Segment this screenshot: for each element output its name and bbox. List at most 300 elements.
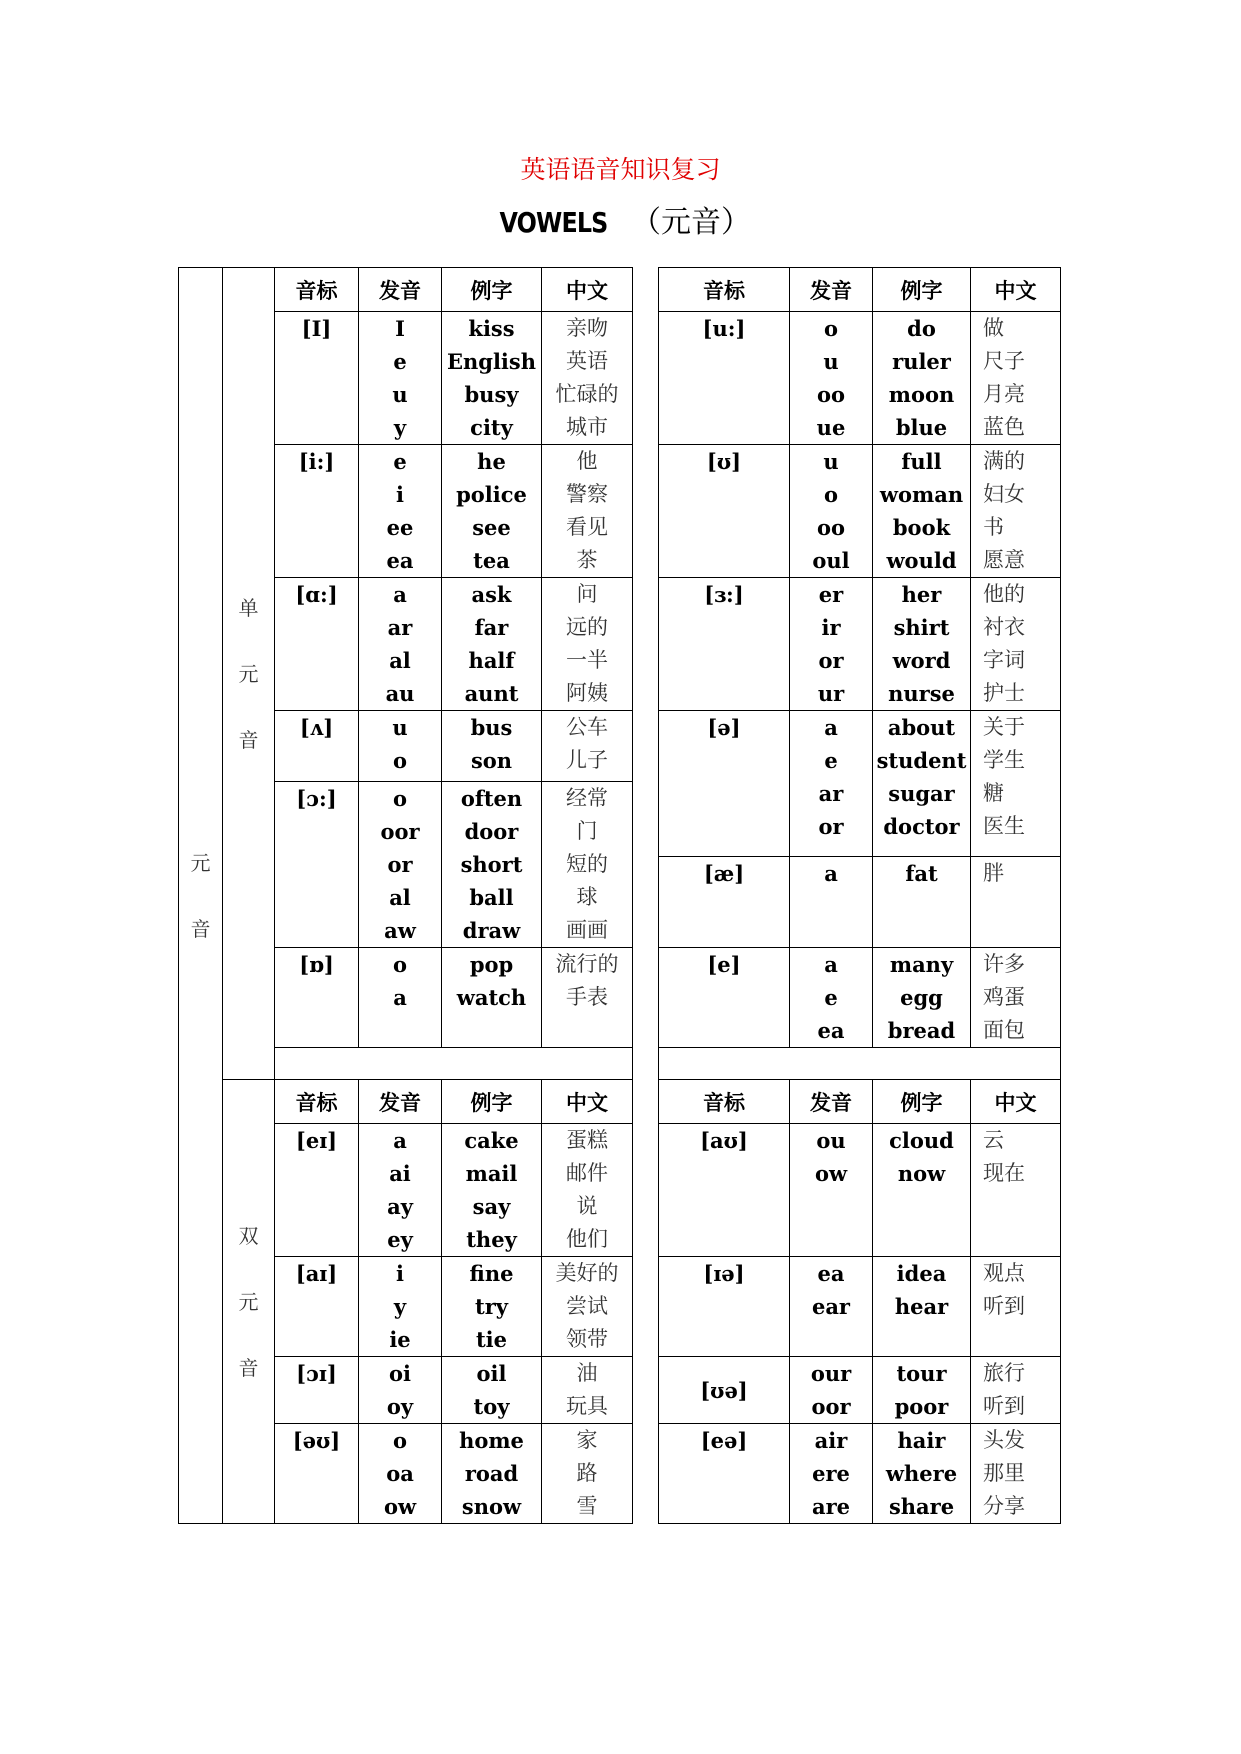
cell-line: a [824, 860, 838, 886]
example-word-cell [873, 312, 971, 445]
column-header: 音标 [659, 268, 790, 312]
example-word-cell [873, 1424, 971, 1524]
cell-line: 蛋糕 [566, 1128, 608, 1152]
cell-line: home [459, 1428, 524, 1453]
example-word-cell [442, 1357, 542, 1424]
diphthong-label [223, 1080, 275, 1524]
cell-line: 学生 [983, 748, 1025, 772]
cell-line: word [892, 648, 951, 673]
cell-line: 医生 [983, 814, 1025, 838]
cell-line: 邮件 [566, 1161, 608, 1185]
symbol-cell [275, 782, 359, 948]
chinese-meaning-cell [542, 782, 633, 948]
cell-line: would [886, 548, 957, 573]
cell-line: i [396, 482, 404, 507]
chinese-meaning-cell [971, 856, 1061, 947]
cell-line: al [389, 648, 411, 673]
column-gap [633, 578, 659, 711]
cell-line: ie [389, 1327, 411, 1352]
example-word-cell [873, 711, 971, 857]
chinese-meaning-cell [971, 445, 1061, 578]
symbol-cell [659, 1424, 790, 1524]
cell-line: 胖 [983, 860, 1004, 885]
cell-line: oor [811, 1394, 851, 1419]
cell-line: 尝试 [566, 1294, 608, 1318]
symbol-cell [275, 312, 359, 445]
phonetic-symbol: [ʊə] [700, 1377, 748, 1403]
phonetic-symbol: [ɪə] [703, 1261, 745, 1286]
phonetic-symbol: [I] [301, 316, 332, 341]
table-row [179, 1124, 1061, 1257]
symbol-cell [275, 711, 359, 782]
cell-line: oa [386, 1461, 414, 1486]
cell-line: kiss [468, 316, 515, 341]
cell-line: or [818, 814, 844, 839]
cell-line: hair [897, 1428, 946, 1453]
column-gap [633, 312, 659, 445]
cell-line: e [824, 748, 838, 773]
spelling-cell [359, 1357, 442, 1424]
table-row [179, 1048, 1061, 1080]
example-word-cell [873, 578, 971, 711]
subtitle-chinese: （元音） [631, 205, 751, 240]
spelling-cell [359, 445, 442, 578]
cell-line: 书 [983, 515, 1004, 539]
phonetic-symbol: [i:] [298, 449, 335, 474]
phonetic-symbol: [ʊ] [706, 449, 742, 474]
page-subtitle [0, 197, 1241, 241]
column-header: 发音 [359, 1080, 442, 1124]
cell-line: oi [389, 1361, 411, 1386]
example-word-cell [442, 578, 542, 711]
cell-line: fat [905, 860, 938, 886]
cell-line: full [901, 449, 942, 474]
cell-line: he [477, 449, 506, 474]
cell-line: 亲吻 [566, 316, 608, 340]
empty-cell [275, 1048, 633, 1080]
cell-line: 鸡蛋 [983, 985, 1025, 1009]
example-word-cell [873, 1357, 971, 1424]
cell-line: 短的 [566, 852, 608, 876]
cell-line: o [823, 482, 838, 507]
cell-line: ear [811, 1294, 851, 1319]
cell-line: oor [380, 819, 420, 844]
chinese-meaning-cell [971, 711, 1061, 857]
spelling-cell [359, 578, 442, 711]
cell-line: about [887, 715, 956, 740]
spelling-cell [359, 1257, 442, 1357]
cell-line: ea [817, 1261, 845, 1286]
cell-line: u [392, 715, 408, 740]
cell-line: our [810, 1361, 852, 1386]
cell-line: her [901, 582, 942, 607]
cell-line: egg [900, 985, 943, 1010]
symbol-cell [275, 1257, 359, 1357]
column-header: 发音 [359, 268, 442, 312]
phonetic-symbol: [ɑ:] [295, 582, 338, 607]
cell-line: aw [384, 918, 416, 943]
column-header: 中文 [971, 1080, 1061, 1124]
cell-line: poor [894, 1394, 949, 1419]
cell-line: ar [387, 615, 413, 640]
cell-line: a [393, 582, 407, 607]
empty-cell [659, 1048, 1061, 1080]
cell-line: many [889, 952, 954, 977]
cell-line: e [393, 449, 407, 474]
phonetic-symbol: [ə] [707, 715, 741, 740]
cell-line: 许多 [983, 952, 1025, 976]
chinese-meaning-cell [542, 1257, 633, 1357]
cell-line: fine [469, 1261, 514, 1286]
spelling-cell [359, 948, 442, 1048]
cell-line: oil [476, 1361, 507, 1386]
chinese-meaning-cell [971, 578, 1061, 711]
phonetic-symbol: [aɪ] [295, 1261, 338, 1286]
cell-line: u [823, 349, 839, 374]
chinese-meaning-cell [971, 1424, 1061, 1524]
vowel-label-char: 音 [190, 916, 211, 941]
example-word-cell [442, 312, 542, 445]
column-gap [633, 1080, 659, 1124]
column-gap [633, 856, 659, 947]
column-gap [633, 1424, 659, 1524]
cell-line: ball [469, 885, 514, 910]
column-header: 例字 [873, 1080, 971, 1124]
column-gap [633, 711, 659, 782]
column-header: 例字 [442, 1080, 542, 1124]
cell-line: see [472, 515, 511, 540]
cell-line: oo [816, 515, 845, 540]
cell-line: o [392, 748, 407, 773]
cell-line: mail [465, 1161, 518, 1186]
column-gap [633, 1357, 659, 1424]
spelling-cell [790, 1257, 873, 1357]
monophthong-label [223, 268, 275, 1080]
chinese-meaning-cell [971, 312, 1061, 445]
cell-line: 尺子 [983, 349, 1025, 373]
cell-line: o [392, 1428, 407, 1453]
phonetic-symbol: [e] [707, 952, 741, 977]
cell-line: 旅行 [983, 1361, 1025, 1385]
vowel-label [179, 268, 223, 1524]
cell-line: 远的 [566, 615, 608, 639]
cell-line: 听到 [983, 1294, 1025, 1318]
symbol-cell [275, 1124, 359, 1257]
cell-line: English [446, 349, 536, 374]
column-header: 例字 [442, 268, 542, 312]
diphthong-label-char: 音 [238, 1355, 259, 1380]
cell-line: au [385, 681, 415, 706]
cell-line: 问 [576, 582, 598, 606]
cell-line: or [818, 648, 844, 673]
cell-line: ay [387, 1194, 413, 1219]
cell-line: 忙碌的 [555, 382, 619, 406]
cell-line: 云 [983, 1128, 1004, 1152]
spelling-cell [790, 711, 873, 857]
cell-line: idea [896, 1261, 947, 1286]
phonetic-symbol: [ɒ] [299, 952, 334, 977]
subtitle-english: VOWELS [499, 206, 608, 239]
cell-line: toy [473, 1394, 510, 1419]
column-gap [633, 1124, 659, 1257]
cell-line: u [392, 382, 408, 407]
monophthong-label-char: 音 [238, 727, 259, 752]
symbol-cell [659, 1357, 790, 1424]
cell-line: ruler [892, 349, 951, 374]
cell-line: 听到 [983, 1394, 1025, 1418]
cell-line: moon [888, 382, 955, 407]
cell-line: are [811, 1494, 851, 1519]
cell-line: doctor [883, 814, 960, 839]
table-row [179, 578, 1061, 711]
table-row [179, 948, 1061, 1048]
column-header: 例字 [873, 268, 971, 312]
chinese-meaning-cell [542, 948, 633, 1048]
symbol-cell [659, 578, 790, 711]
chinese-meaning-cell [971, 948, 1061, 1048]
cell-line: road [464, 1461, 519, 1486]
column-gap [633, 782, 659, 857]
cell-line: tour [896, 1361, 947, 1386]
spelling-cell [790, 445, 873, 578]
cell-line: tie [475, 1327, 508, 1352]
column-gap [633, 1257, 659, 1357]
cell-line: ee [386, 515, 414, 540]
column-header: 音标 [659, 1080, 790, 1124]
cell-line: 他 [576, 449, 598, 473]
cell-line: aunt [464, 681, 519, 706]
table-row [179, 1424, 1061, 1524]
column-header: 中文 [542, 1080, 633, 1124]
symbol-cell [659, 445, 790, 578]
cell-line: book [892, 515, 951, 540]
cell-line: 油 [576, 1361, 598, 1385]
example-word-cell [442, 711, 542, 782]
cell-line: far [474, 615, 509, 640]
cell-line: try [475, 1294, 508, 1319]
cell-line: 公车 [566, 715, 608, 739]
symbol-cell [275, 578, 359, 711]
cell-line: 愿意 [983, 548, 1025, 572]
cell-line: ar [818, 781, 844, 806]
cell-line: they [466, 1227, 517, 1252]
symbol-cell [659, 1124, 790, 1257]
symbol-cell [275, 1424, 359, 1524]
spelling-cell [790, 1424, 873, 1524]
cell-line: city [470, 415, 513, 440]
cell-line: 现在 [983, 1161, 1025, 1185]
cell-line: ir [821, 615, 841, 640]
cell-line: 满的 [983, 449, 1025, 473]
monophthong-label-char: 单 [238, 595, 259, 620]
cell-line: u [823, 449, 839, 474]
cell-line: half [468, 648, 515, 673]
phonetic-symbol: [aʊ] [700, 1128, 748, 1153]
chinese-meaning-cell [542, 312, 633, 445]
cell-line: 路 [576, 1461, 598, 1485]
cell-line: oy [386, 1394, 414, 1419]
spelling-cell [359, 1124, 442, 1257]
symbol-cell [659, 948, 790, 1048]
column-gap [633, 948, 659, 1048]
table-row [179, 711, 1061, 782]
cell-line: 门 [576, 819, 598, 843]
cell-line: bread [887, 1018, 956, 1043]
cell-line: o [392, 786, 407, 811]
cell-line: 字词 [983, 648, 1025, 672]
phonetic-symbol: [u:] [702, 316, 746, 341]
cell-line: nurse [888, 681, 955, 706]
cell-line: a [393, 1128, 407, 1153]
cell-line: 衬衣 [983, 615, 1025, 639]
cell-line: 画画 [566, 918, 608, 942]
spelling-cell [790, 1357, 873, 1424]
cell-line: 手表 [566, 985, 608, 1009]
cell-line: oo [816, 382, 845, 407]
example-word-cell [442, 1257, 542, 1357]
cell-line: a [824, 952, 838, 977]
cell-line: a [824, 715, 838, 740]
cell-line: hear [894, 1294, 949, 1319]
example-word-cell [873, 948, 971, 1048]
cell-line: al [389, 885, 411, 910]
cell-line: 关于 [983, 715, 1025, 739]
cell-line: sugar [888, 781, 955, 806]
chinese-meaning-cell [542, 1357, 633, 1424]
cell-line: 分享 [983, 1494, 1025, 1518]
cell-line: 阿姨 [566, 681, 608, 705]
phonetic-symbol: [ʌ] [299, 715, 334, 740]
cell-line: 一半 [566, 648, 608, 672]
cell-line: share [888, 1494, 955, 1519]
vowel-label-char: 元 [190, 850, 211, 875]
symbol-cell [275, 948, 359, 1048]
cell-line: i [396, 1261, 404, 1286]
cell-line: ou [816, 1128, 846, 1153]
column-header: 音标 [275, 1080, 359, 1124]
diphthong-label-char: 双 [238, 1223, 259, 1248]
column-header: 发音 [790, 1080, 873, 1124]
chinese-meaning-cell [542, 1124, 633, 1257]
cell-line: busy [464, 382, 519, 407]
cell-line: do [907, 316, 936, 341]
cell-line: 家 [576, 1428, 598, 1452]
example-word-cell [442, 445, 542, 578]
spelling-cell [359, 711, 442, 782]
cell-line: often [460, 786, 523, 811]
cell-line: o [392, 952, 407, 977]
cell-line: 茶 [576, 548, 598, 572]
cell-line: 领带 [566, 1327, 608, 1351]
cell-line: 美好的 [555, 1261, 619, 1285]
cell-line: I [395, 316, 405, 341]
cell-line: ask [471, 582, 512, 607]
column-header: 中文 [542, 268, 633, 312]
column-header: 中文 [971, 268, 1061, 312]
symbol-cell [659, 1257, 790, 1357]
example-word-cell [873, 445, 971, 578]
cell-line: 头发 [983, 1428, 1025, 1452]
spelling-cell [790, 578, 873, 711]
chinese-meaning-cell [971, 1124, 1061, 1257]
symbol-cell [659, 312, 790, 445]
cell-line: 他们 [566, 1227, 608, 1251]
cell-line: 警察 [566, 482, 608, 506]
cell-line: 流行的 [555, 952, 619, 976]
spelling-cell [790, 1124, 873, 1257]
vowel-table [178, 267, 1061, 1524]
phonetic-symbol: [ɜ:] [704, 582, 744, 607]
cell-line: blue [895, 415, 948, 440]
phonetic-symbol: [əʊ] [292, 1428, 341, 1453]
cell-line: ow [383, 1494, 417, 1519]
cell-line: cloud [889, 1128, 954, 1153]
cell-line: ea [817, 1018, 845, 1043]
cell-line: 糖 [983, 781, 1004, 805]
symbol-cell [659, 856, 790, 947]
cell-line: woman [879, 482, 964, 507]
cell-line: watch [456, 985, 527, 1010]
page-title: 英语语音知识复习 [520, 155, 721, 184]
chinese-meaning-cell [971, 1357, 1061, 1424]
cell-line: 雪 [576, 1494, 598, 1518]
cell-line: student [876, 748, 967, 773]
cell-line: air [814, 1428, 848, 1453]
example-word-cell [873, 1124, 971, 1257]
cell-line: y [393, 1294, 407, 1319]
column-header: 音标 [275, 268, 359, 312]
chinese-meaning-cell [542, 1424, 633, 1524]
cell-line: ur [817, 681, 845, 706]
spelling-cell [790, 312, 873, 445]
cell-line: or [387, 852, 413, 877]
cell-line: 城市 [566, 415, 608, 439]
cell-line: snow [461, 1494, 522, 1519]
phonetic-symbol: [ɔɪ] [296, 1361, 337, 1386]
monophthong-label-char: 元 [238, 661, 259, 686]
cell-line: e [824, 985, 838, 1010]
cell-line: er [818, 582, 844, 607]
table-row [179, 1080, 1061, 1124]
cell-line: short [460, 852, 523, 877]
cell-line: 儿子 [566, 748, 608, 772]
chinese-meaning-cell [542, 578, 633, 711]
example-word-cell [442, 1124, 542, 1257]
cell-line: 蓝色 [983, 415, 1025, 439]
cell-line: now [897, 1161, 946, 1186]
table-row [179, 1357, 1061, 1424]
cell-line: door [464, 819, 519, 844]
cell-line: 做 [983, 316, 1004, 340]
cell-line: ea [386, 548, 414, 573]
phonetic-symbol: [æ] [703, 860, 745, 886]
cell-line: ow [814, 1161, 848, 1186]
example-word-cell [873, 1257, 971, 1357]
cell-line: shirt [893, 615, 950, 640]
phonetic-symbol: [eɪ] [295, 1128, 338, 1153]
spelling-cell [359, 782, 442, 948]
cell-line: ue [816, 415, 846, 440]
cell-line: 那里 [983, 1461, 1025, 1485]
cell-line: 玩具 [566, 1394, 608, 1418]
table-row [179, 445, 1061, 578]
spelling-cell [359, 312, 442, 445]
phonetic-symbol: [eə] [700, 1428, 748, 1453]
cell-line: y [393, 415, 407, 440]
cell-line: 看见 [566, 515, 608, 539]
cell-line: 球 [576, 885, 598, 909]
spelling-cell [790, 948, 873, 1048]
